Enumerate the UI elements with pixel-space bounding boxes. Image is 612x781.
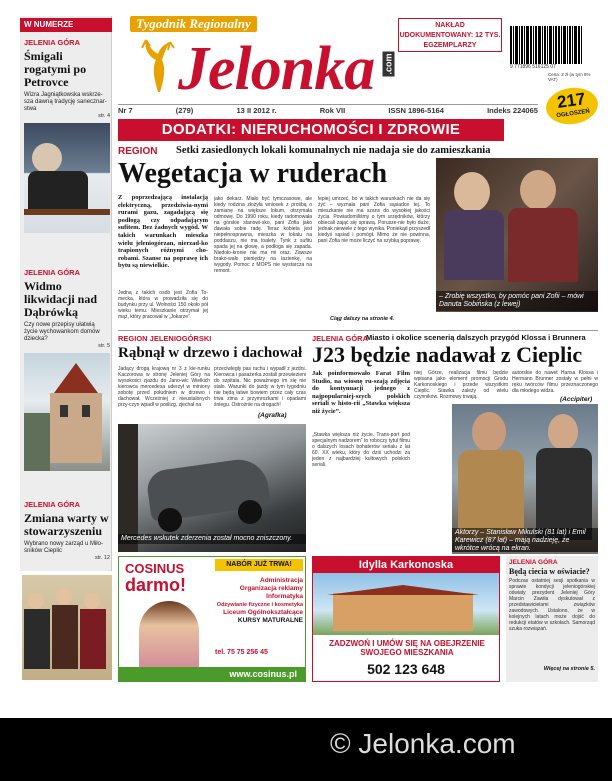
sidebar-item[interactable] (24, 268, 110, 496)
price: Cena: 2 zł (w tym 8% VAT) (548, 72, 591, 82)
story3-kicker: Miasto i okolice scenerią dalszych przygód Klossa i Brunnera (366, 333, 586, 342)
apartment-render (313, 573, 499, 635)
sidebar-item-section: JELENIA GÓRA (24, 38, 80, 47)
lead-continued[interactable]: Ciąg dalszy na stronie 4. (330, 316, 395, 322)
cosinus-phone: tel. 75 75 256 45 (215, 649, 268, 656)
car-crash-photo (118, 424, 306, 552)
lead-section: REGION (118, 146, 158, 157)
cosinus-brand: COSINUS (125, 561, 185, 576)
sidebar-item-section: JELENIA GÓRA (24, 500, 80, 509)
issue-no: Nr 7 (118, 106, 133, 115)
story3-body-2: niej Górze, realizacja filmu będzie wpisana jako element promocji Grodu Karkonoskiego i przede wszystkim Cieplic. Stawka zależy od wielu czynników. Rozmowy trwają. (414, 370, 508, 400)
lead-headline[interactable]: Wegetacja w ruderach (118, 158, 388, 189)
sidebar-item-text: Czy nowe przepisy ułatwią życie wychowankom domów dziecka? (24, 322, 100, 342)
group-photo (22, 575, 112, 680)
masthead-title (178, 30, 401, 103)
cosinus-line: Informatyka (266, 593, 303, 600)
cosinus-banner: NABÓR JUŻ TRWA! (215, 559, 303, 571)
issue-date: 13 II 2012 r. (236, 106, 277, 115)
cosinus-slogan: darmo! (125, 575, 187, 595)
story2-section: REGION JELENIOGÓRSKI (118, 334, 212, 343)
cosinus-www: www.cosinus.pl (119, 667, 305, 681)
issue-year: Rok VII (319, 106, 346, 115)
supplement-banner[interactable]: DODATKI: NIERUCHOMOŚCI I ZDROWIE (118, 119, 504, 141)
lead-body-2: jako dekarz. Miało być tymczasowe, ale kiedy rodzina złożyła wniosek z prośbą o zamianę na większe lokum, otrzymała odmowę. Do 1990 roku, kiedy radomowała na górskie stanowi-sko, pani Zofia jako dawała sobie radę. Teraz kobieta jest niepełnosprawna, mieszka w lokalu na poddaszu, nie ma toalety. Tynk z sufitu spada jej na głowę, a podłoga się zapada. Niedoło-kronie nie ma mi oraz. Zawsze brako-wało pieniędzy na łazienkę, na wygody. Pomoc z MOPS nie wystarcza na remont. (214, 196, 312, 274)
watermark: © Jelonka.com (330, 728, 516, 759)
barcode (510, 18, 598, 64)
sled-photo (24, 123, 110, 233)
lead-photo-caption: – Zrobię wszystko, by pomóc pani Zofii – mówi Danuta Sobińska (z lewej) (436, 291, 598, 311)
cosinus-line: KURSY MATURALNE (237, 617, 303, 624)
cosinus-ad[interactable] (118, 556, 306, 682)
sidebar-item[interactable] (24, 38, 110, 226)
story2-credit: (Agrafka) (258, 412, 287, 419)
actors-caption: Aktorzy – Stanisław Mikulski (81 lat) i Emil Karewicz (87 lat) – mają nadzieję, że wkrótce wrócą na ekran. (452, 528, 598, 554)
story2-body-2: przeciwległy pas ruchu i wypadł z jezdni. Kierowca i pasażerka zostali przewiezieni do szpitala. Nic poważnego im się nie stało. Warunki do jazdy w tym tygodniu nie będą łatwe bowiem przez cały czas trwa zima z przymrozkami i opadami śniegu. Ostrożnie na drogach! (214, 366, 306, 408)
car-crash-caption: Mercedes wskutek zderzenia został mocno zniszczony. (118, 534, 306, 544)
sidebar-item-title: Śmigali rogatymi po Petrovce (24, 49, 87, 89)
sidebar-item-page: str. 12 (95, 555, 110, 561)
lead-body-1: Jedną z takich osób jest Zofia To-mecka, która w prowadziła się do budynku przy ul. Wolności 150 około pół wieku temu. Mieszkanie otrzymał jej mąż, który pracował w „Jokarze”. (118, 290, 208, 320)
ads-count-badge (544, 85, 601, 128)
sidebar-item-title: Widmo likwidacji nad Dąbrówką (24, 279, 98, 319)
sidebar-item[interactable] (24, 500, 110, 570)
ads-count: 217 (555, 89, 587, 112)
lead-kicker: Setki zasiedlonych lokali komunalnych nie nadaja sie do zamieszkania (176, 145, 491, 156)
story3-credit: (Accipiter) (560, 396, 593, 403)
issue-total: (279) (175, 106, 194, 115)
sidebar-item-title: Zmiana warty w stowarzyszeniu (24, 511, 109, 538)
watermark-bar (0, 718, 612, 781)
story3-body-3: autorskie do nawet Hansa Klossa i Hermann Brunner zostały w pełni w ręku twórców filmu przeznaczonego dla młodego widza. (512, 370, 598, 394)
ads-label: OGŁOSZEŃ (556, 108, 591, 120)
sidebar-item-section: JELENIA GÓRA (24, 268, 80, 277)
story4-continued[interactable]: Więcej na stronie 5. (543, 666, 595, 672)
cosinus-line: Administracja (260, 577, 303, 584)
cosinus-line: Odżywianie fizyczne i kosmetyka (216, 602, 303, 608)
idylla-ad[interactable] (312, 556, 500, 682)
index-number: Indeks 224065 (487, 106, 538, 115)
masthead-title-suffix: .com (383, 53, 394, 75)
tagline: Tygodnik Regionalny (130, 16, 257, 32)
story4-headline[interactable]: Będą ciecia w oświacie? (509, 567, 590, 576)
story3-body-1: „Stawka większa niż życie. Trans-port pod specjalnym nadzorem” to roboczy tytuł filmu o dalszych losach bohaterów serialu z lat 60. XX wieku, który do dziś uchodzi za jeden z najbardziej kultowych polskich seriali. (312, 432, 410, 468)
issue-bar (118, 104, 538, 116)
story4-box (506, 556, 598, 682)
deer-logo-icon (138, 38, 178, 96)
story4-section: JELENIA GÓRA (509, 559, 558, 566)
cosinus-line: Organizacja reklamy (239, 585, 303, 592)
student-photo (139, 601, 199, 671)
barcode-digits: 9 771896 516125 07 (510, 64, 556, 70)
story2-headline[interactable]: Rąbnął w drzewo i dachował (118, 345, 303, 361)
sidebar-item-page: str. 5 (98, 343, 110, 349)
story4-body: Podczas ostatniej sesji spotkania w sprawie kondycji jeleniogórskiej oświaty prezydent Jeleniej Góry Marcin Zawiła dyskutował z przedstawicielami związków zawodowych. Ustalono, że w kolejnych latach może dojść do redukcji etatów w szkołach. Samorząd szuka rozwiązań. (509, 578, 595, 632)
masthead-title-text: Jelonka (178, 35, 375, 103)
story3-headline[interactable]: J23 będzie nadawał z Cieplic (312, 342, 583, 367)
sidebar-item-text: Wizra Jagniątkowska wskrze-sza dawną tradycję sanecznar-stwa (24, 92, 107, 112)
idylla-phone[interactable]: 502 123 648 (367, 661, 445, 677)
sidebar-item-text: Wybrano nowy zarząd u Miło-śników Cieplic (24, 541, 103, 554)
sidebar-item-page: str. 4 (98, 113, 110, 119)
lead-photo (436, 158, 598, 312)
sidebar-header: W NUMERZE (20, 18, 112, 32)
building-photo (24, 353, 110, 471)
lead-body-3: lepiej umrzeć, bo w takich warunkach nie da się żyć – wyznała pani Zofia sąsiadce tej. To mieszkanie nie ma szans do wysokiej jakości życia. Powiadomiliśmy o tym urzędników, którzy obiecali zająć się sprawą. Porusze-nie było duże, jednak niewiele z tego wynika. Poniekąd przyszedł kiedyś sąsiad i pomógł. Mimo że nie powinna, pani Zofia nie może liczyć na szybką poprawę. (318, 196, 430, 244)
story2-body-1: Jadący drogą krajową nr 3 z kie-runku Kaczorowa w stronę Jeleniej Góry na wysokości zjazdu do Jano-wic Wielkich kierowca mercedesa uderzył w miniony sobotę przed południem w drzewo i dachował. Wcześniej z nieustalonych przy-czyn wpadł w poślizg, zjechał na (118, 366, 210, 408)
idylla-title: Idylla Karkonoska (313, 557, 499, 573)
idylla-cta: ZADZWOŃ I UMÓW SIĘ NA OBEJRZENIE SWOJEGO MIESZKANIA (329, 639, 485, 657)
cosinus-line: Liceum Ogólnokształcące (223, 609, 303, 616)
story3-section: JELENIA GÓRA (312, 334, 368, 343)
lead-intro: Z poprzedzającą instalacją elektryczną, przedziwia-nymi rurami gazu, zagadającą się podłogą czy odpadającym sufitem. Bez żadnych wygód. W takich warunkach mieszka wielu jeleniogórzan, nierzad-ko trapionych różnymi cho-robami. Szanse na poprawę ich bytu są niewielkie. (118, 194, 208, 270)
divider (118, 330, 598, 331)
issn: ISSN 1896-5164 (388, 106, 444, 115)
story3-intro: Jak poinformowało Farat Film Studio, na wiosnę ru-szają zdjęcia do kontynuacji jednego z najpopularniej-szych polskich seriali w histo-rii „Stawka większa niż życie”. (312, 370, 410, 415)
circulation-badge: NAKŁAD UDOKUMENTOWANY: 12 TYS. EGZEMPLARZY (398, 18, 502, 52)
